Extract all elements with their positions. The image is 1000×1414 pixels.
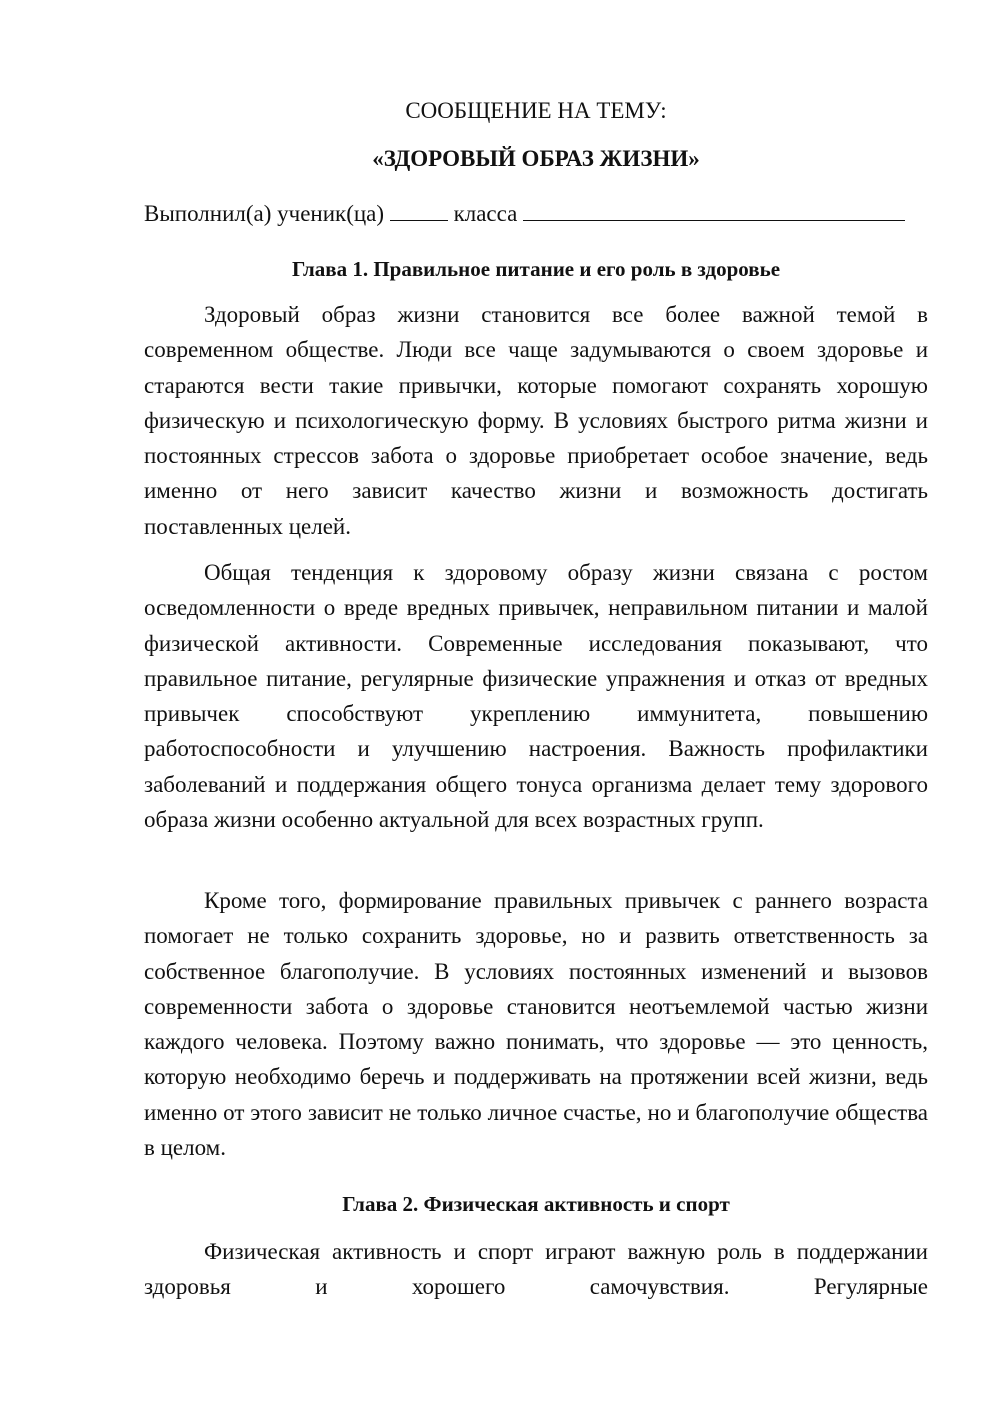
chapter1-paragraph-1: Здоровый образ жизни становится все более важной темой в современном обществе. Люди все чаще задумываются о своем здоровье и стараются вести такие привычки, которые помогают сохранять хорошую физическую и психологическую форму. В условиях быстрого ритма жизни и постоянных стрессов забота о здоровье приобретает особое значение, ведь именно от него зависит качество жизни и возможность достигать поставленных целей.	[144, 302, 928, 539]
chapter2-paragraph-1: Физическая активность и спорт играют важную роль в поддержании здоровья и хорошего самочувствия. Регулярные	[144, 1239, 928, 1300]
document-title-line2: «ЗДОРОВЫЙ ОБРАЗ ЖИЗНИ»	[372, 146, 700, 171]
chapter1-paragraph-3: Кроме того, формирование правильных привычек с раннего возраста помогает не только сохранить здоровье, но и развить ответственность за собственное благополучие. В условиях постоянных изменений и вызовов современности забота о здоровье становится неотъемлемой частью жизни каждого человека. Поэтому важно понимать, что здоровье — это ценность, которую необходимо беречь и поддерживать на протяжении всей жизни, ведь именно от этого зависит не только личное счастье, но и благополучие общества в целом.	[144, 888, 928, 1161]
grade-blank	[390, 196, 448, 221]
author-prefix: Выполнил(а) ученик(ца)	[144, 201, 385, 226]
author-line	[144, 196, 928, 231]
author-class-word: класса	[453, 201, 518, 226]
chapter2-heading: Глава 2. Физическая активность и спорт	[342, 1192, 730, 1216]
chapter1-paragraph-2: Общая тенденция к здоровому образу жизни связана с ростом осведомленности о вреде вредных привычек, неправильном питании и малой физической активности. Современные исследования показывают, что правильное питание, регулярные физические упражнения и отказ от вредных привычек способствуют укреплению иммунитета, повышению работоспособности и улучшению настроения. Важность профилактики заболеваний и поддержания общего тонуса организма делает тему здорового образа жизни особенно актуальной для всех возрастных групп.	[144, 560, 928, 833]
chapter1-heading: Глава 1. Правильное питание и его роль в здоровье	[291, 257, 781, 281]
document-title-line1: СООБЩЕНИЕ НА ТЕМУ:	[405, 98, 667, 123]
name-blank	[523, 196, 905, 221]
